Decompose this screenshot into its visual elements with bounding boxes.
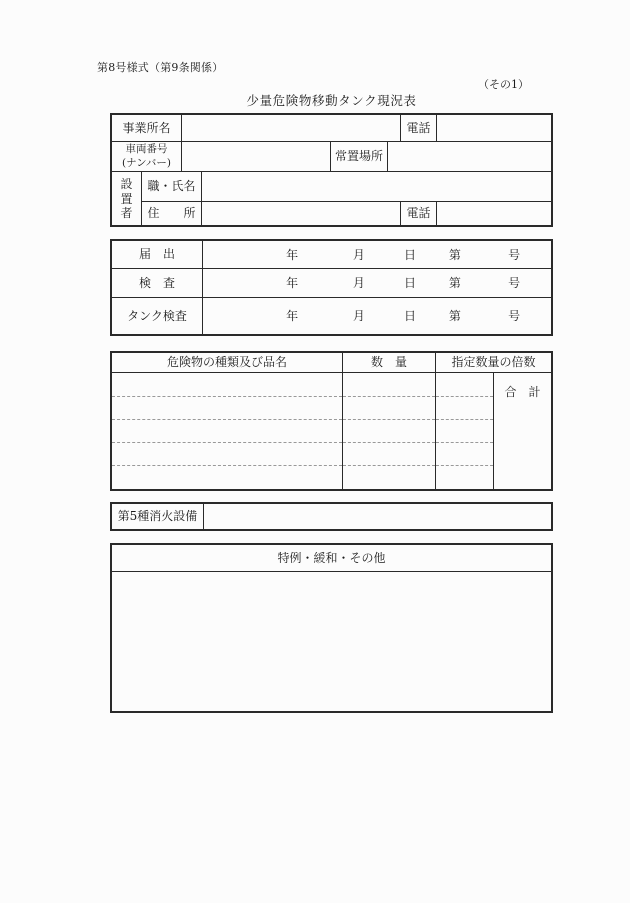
record-row-label-inspection: 検 査 bbox=[112, 269, 202, 297]
date-unit-year: 年 bbox=[286, 247, 299, 262]
record-date-field-tank-inspection bbox=[203, 298, 551, 334]
blank-entry-row bbox=[436, 397, 493, 420]
phone2-field bbox=[437, 202, 551, 225]
blank-entry-row bbox=[112, 466, 342, 489]
materials-header-multiple: 指定数量の倍数 bbox=[436, 353, 551, 372]
address-label: 住 所 bbox=[142, 202, 201, 225]
vehicle-number-label-line1: 車両番号 bbox=[125, 142, 168, 155]
blank-entry-row bbox=[112, 373, 342, 397]
blank-entry-row bbox=[343, 466, 435, 489]
date-unit-month: 月 bbox=[352, 275, 365, 290]
page-note: （その1） bbox=[478, 78, 529, 91]
blank-entry-row bbox=[343, 420, 435, 443]
materials-multiple-column bbox=[436, 373, 493, 489]
regular-location-label: 常置場所 bbox=[331, 142, 387, 171]
date-unit-day: 日 bbox=[404, 275, 417, 290]
blank-entry-row bbox=[112, 420, 342, 443]
record-row-label-tank-inspection: タンク検査 bbox=[112, 298, 202, 334]
vehicle-number-label-line2: (ナンバー) bbox=[122, 156, 171, 169]
materials-header-quantity: 数 量 bbox=[343, 353, 435, 372]
total-label: 合 計 bbox=[504, 385, 541, 399]
blank-entry-row bbox=[436, 420, 493, 443]
special-field bbox=[112, 572, 551, 711]
record-date-field-inspection bbox=[203, 269, 551, 297]
record-date-field-notification bbox=[203, 241, 551, 268]
materials-species-column bbox=[112, 373, 342, 489]
date-unit-no-suffix: 号 bbox=[508, 247, 521, 262]
blank-entry-row bbox=[343, 443, 435, 466]
page-title: 少量危険物移動タンク現況表 bbox=[246, 93, 417, 108]
phone2-label: 電話 bbox=[401, 202, 436, 225]
job-name-label: 職・氏名 bbox=[142, 172, 201, 201]
special-table bbox=[110, 543, 553, 713]
date-unit-year: 年 bbox=[286, 308, 299, 323]
materials-table bbox=[110, 351, 553, 491]
record-table bbox=[110, 239, 553, 336]
materials-total-cell bbox=[494, 373, 551, 489]
blank-entry-row bbox=[112, 397, 342, 420]
blank-entry-row bbox=[436, 373, 493, 397]
extinguisher-table bbox=[110, 502, 553, 531]
office-name-field bbox=[182, 115, 400, 141]
office-name-label: 事業所名 bbox=[112, 115, 181, 141]
regular-location-field bbox=[388, 142, 551, 171]
phone-field bbox=[437, 115, 551, 141]
date-unit-no-prefix: 第 bbox=[448, 308, 461, 323]
blank-entry-row bbox=[343, 373, 435, 397]
blank-entry-row bbox=[436, 443, 493, 466]
extinguisher-field bbox=[204, 504, 551, 529]
blank-entry-row bbox=[112, 443, 342, 466]
date-unit-no-prefix: 第 bbox=[448, 247, 461, 262]
installer-char: 設 bbox=[120, 176, 133, 191]
materials-header-species: 危険物の種類及び品名 bbox=[112, 353, 342, 372]
blank-entry-row bbox=[343, 397, 435, 420]
date-unit-day: 日 bbox=[404, 308, 417, 323]
date-unit-no-suffix: 号 bbox=[508, 275, 521, 290]
materials-quantity-column bbox=[343, 373, 435, 489]
installer-label bbox=[112, 172, 141, 225]
job-name-field bbox=[202, 172, 551, 201]
date-unit-year: 年 bbox=[286, 275, 299, 290]
record-row-label-notification: 届 出 bbox=[112, 241, 202, 268]
blank-entry-row bbox=[436, 466, 493, 489]
date-unit-no-suffix: 号 bbox=[508, 308, 521, 323]
installer-char: 者 bbox=[120, 206, 133, 221]
installer-char: 置 bbox=[120, 191, 133, 206]
date-unit-day: 日 bbox=[404, 247, 417, 262]
address-field bbox=[202, 202, 400, 225]
phone-label: 電話 bbox=[401, 115, 436, 141]
extinguisher-label: 第5種消火設備 bbox=[112, 504, 203, 529]
date-unit-no-prefix: 第 bbox=[448, 275, 461, 290]
vehicle-number-label bbox=[112, 142, 181, 171]
form-number: 第8号様式（第9条関係） bbox=[97, 61, 224, 74]
vehicle-number-field bbox=[182, 142, 330, 171]
info-table bbox=[110, 113, 553, 227]
special-title: 特例・緩和・その他 bbox=[112, 545, 551, 571]
date-unit-month: 月 bbox=[352, 247, 365, 262]
date-unit-month: 月 bbox=[352, 308, 365, 323]
